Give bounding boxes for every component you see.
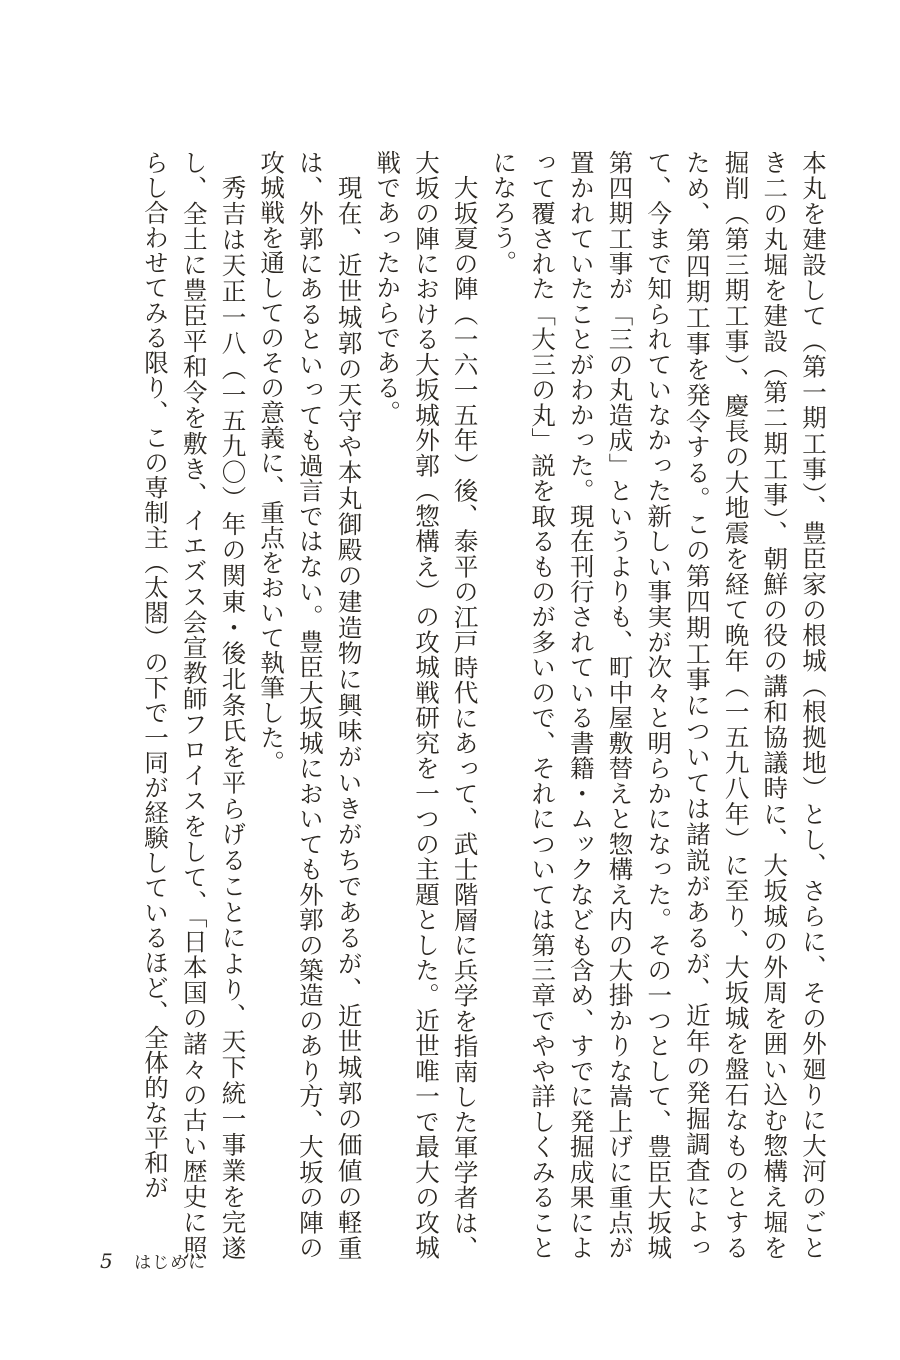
paragraph-3: 現在、近世城郭の天守や本丸御殿の建造物に興味がいきがちであるが、近世城郭の価値の軽重は、外郭にあるといっても過言ではない。豊臣大坂城においても外郭の築造のあり方、大坂の陣の攻城戦を通してのその意義に、重点をおいて執筆した。 bbox=[257, 150, 364, 1260]
paragraph-2: 大坂夏の陣（一六一五年）後、泰平の江戸時代にあって、武士階層に兵学を指南した軍学者は、大坂の陣における大坂城外郭（惣構え）の攻城戦研究を一つの主題とした。近世唯一で最大の攻城戦であったからである。 bbox=[373, 150, 480, 1260]
body-text bbox=[72, 150, 832, 1260]
page-footer bbox=[100, 1248, 206, 1273]
paragraph-1: 本丸を建設して（第一期工事）、豊臣家の根城（根拠地）とし、さらに、その外廻りに大河のごとき二の丸堀を建設（第二期工事）、朝鮮の役の講和協議時に、大坂城の外周を囲い込む惣構え堀を掘削（第三期工事）、慶長の大地震を経て晩年（一五九八年）に至り、大坂城を盤石なものとするため、第四期工事を発令する。この第四期工事については諸説があるが、近年の発掘調査によって、今まで知られていなかった新しい事実が次々と明らかになった。その一つとして、豊臣大坂城第四期工事が「三の丸造成」というよりも、町中屋敷替えと惣構え内の大掛かりな嵩上げに重点が置かれていたことがわかった。現在刊行されている書籍・ムックなども含め、すでに発掘成果によって覆された「大三の丸」説を取るものが多いので、それについては第三章でやや詳しくみることになろう。 bbox=[489, 150, 828, 1260]
paragraph-4: 秀吉は天正一八（一五九〇）年の関東・後北条氏を平らげることにより、天下統一事業を完遂し、全土に豊臣平和令を敷き、イエズス会宣教師フロイスをして、「日本国の諸々の古い歴史に照らし合わせてみる限り、この専制主（太閤）の下で一同が経験しているほど、全体的な平和が bbox=[141, 150, 248, 1260]
section-title: はじめに bbox=[134, 1253, 207, 1273]
page-number: 5 bbox=[100, 1249, 114, 1273]
